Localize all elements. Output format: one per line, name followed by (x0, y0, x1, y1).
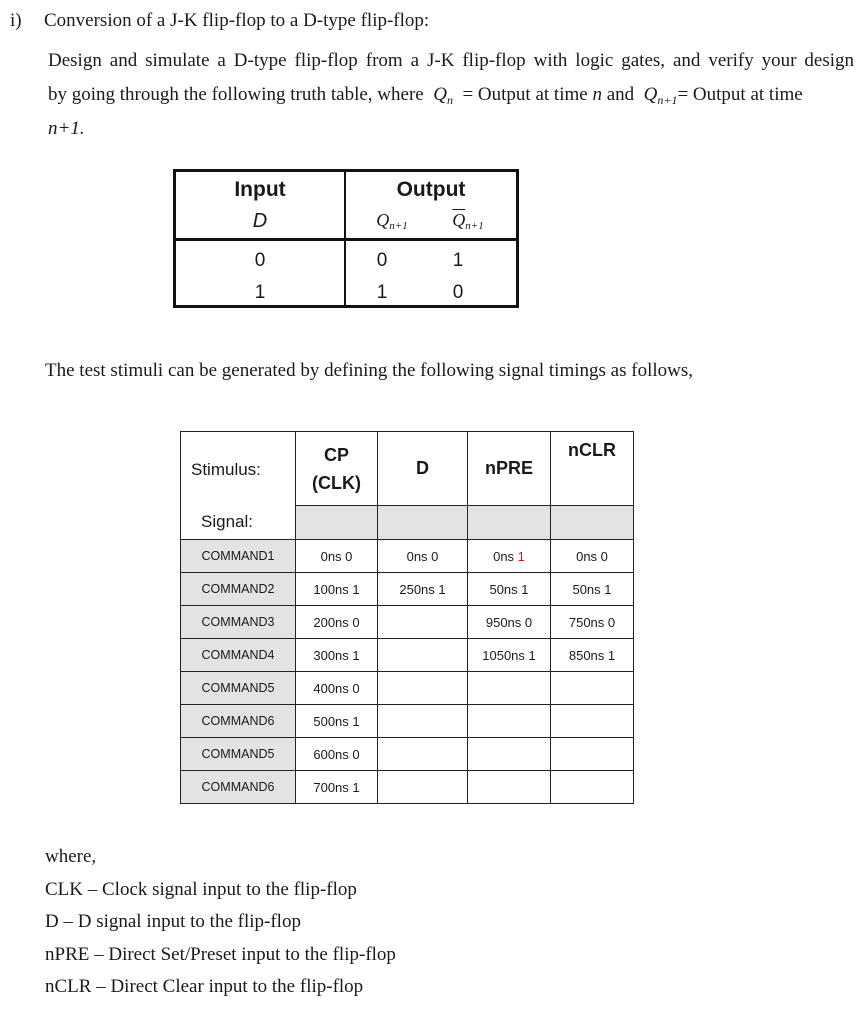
signal-cell (551, 506, 634, 540)
npre-highlight-value: 1 (517, 548, 525, 564)
npre-cell (468, 672, 551, 705)
cp-cell: 300ns 1 (296, 639, 378, 672)
cp-cell: 400ns 0 (296, 672, 378, 705)
signal-row (181, 506, 634, 540)
signal-cell (468, 506, 551, 540)
npre-cell (468, 738, 551, 771)
nclr-cell (551, 672, 634, 705)
command-label: COMMAND6 (181, 771, 296, 804)
truth-table-row2-qbar: 0 (452, 282, 464, 303)
nclr-cell (551, 738, 634, 771)
stimulus-label-cell: Stimulus: (181, 432, 296, 506)
d-cell (378, 606, 468, 639)
d-cell: 250ns 1 (378, 573, 468, 606)
signal-cell (296, 506, 378, 540)
truth-table-q-header: $Q_{n+1}$ (376, 210, 408, 232)
intro-line-3: n+1. (48, 118, 85, 139)
intro-line-2 (48, 78, 854, 112)
intro-text-a: by going through the following truth table, where (48, 84, 424, 105)
intro-paragraph (48, 44, 854, 146)
nclr-cell (551, 771, 634, 804)
command-label: COMMAND2 (181, 573, 296, 606)
cp-cell: 100ns 1 (296, 573, 378, 606)
nclr-cell: 0ns 0 (551, 540, 634, 573)
npre-cell: 0ns 1 (468, 540, 551, 573)
truth-table-row2-q: 1 (376, 282, 388, 303)
intro-text-c: and (606, 84, 635, 105)
intro-line-1: Design and simulate a D-type flip-flop from a J-K flip-flop with logic gates, and verify your design (48, 50, 854, 71)
signal-label: Signal: (181, 506, 296, 540)
d-cell: 0ns 0 (378, 540, 468, 573)
qn1-symbol: $Q_{n+1}$ (643, 84, 678, 107)
d-cell (378, 705, 468, 738)
n-symbol: n (592, 84, 602, 105)
npre-cell (468, 705, 551, 738)
cp-cell: 0ns 0 (296, 540, 378, 573)
command-label: COMMAND4 (181, 639, 296, 672)
where-item-d: D – D signal input to the flip-flop (45, 911, 301, 932)
d-cell (378, 639, 468, 672)
truth-table-input-header: Input (234, 178, 286, 201)
truth-table-qbar-header: $\overline{Q}_{n+1}$ (452, 210, 484, 232)
truth-table-row1-qbar: 1 (452, 250, 464, 271)
command-label: COMMAND6 (181, 705, 296, 738)
npre-cell: 50ns 1 (468, 573, 551, 606)
where-section (45, 841, 396, 1004)
nclr-header: nCLR (551, 432, 634, 506)
table-row (181, 639, 634, 672)
command-label: COMMAND3 (181, 606, 296, 639)
cp-cell: 600ns 0 (296, 738, 378, 771)
cp-cell: 500ns 1 (296, 705, 378, 738)
truth-table (173, 169, 519, 308)
question-heading (10, 9, 429, 33)
d-cell (378, 672, 468, 705)
truth-table-row2-d: 1 (254, 282, 266, 303)
where-item-npre: nPRE – Direct Set/Preset input to the flip-flop (45, 943, 396, 965)
intro-text-d: = Output at time (677, 84, 803, 105)
question-title: Conversion of a J-K flip-flop to a D-type flip-flop: (44, 10, 430, 31)
table-row (181, 672, 634, 705)
npre-cell (468, 771, 551, 804)
intro-text-b: = Output at time (462, 84, 588, 105)
command-label: COMMAND5 (181, 672, 296, 705)
stimulus-table (180, 431, 634, 804)
cp-cell: 700ns 1 (296, 771, 378, 804)
truth-table-row1-d: 0 (254, 250, 266, 271)
npre-cell: 1050ns 1 (468, 639, 551, 672)
question-number: i) (10, 10, 22, 31)
table-row (181, 606, 634, 639)
table-row (181, 738, 634, 771)
nclr-cell: 850ns 1 (551, 639, 634, 672)
truth-table-input-var: D (252, 210, 268, 232)
cp-cell: 200ns 0 (296, 606, 378, 639)
qn-symbol: $Q_n$ (433, 84, 453, 107)
d-header: D (378, 432, 468, 506)
nclr-cell: 50ns 1 (551, 573, 634, 606)
where-title: where, (45, 846, 97, 867)
truth-table-row1-q: 0 (376, 250, 388, 271)
npre-cell: 950ns 0 (468, 606, 551, 639)
nclr-cell (551, 705, 634, 738)
nclr-cell: 750ns 0 (551, 606, 634, 639)
table-row (181, 771, 634, 804)
d-cell (378, 738, 468, 771)
table-row (181, 573, 634, 606)
truth-table-output-header: Output (396, 178, 466, 201)
d-cell (378, 771, 468, 804)
table-row (181, 540, 634, 573)
cp-header: CP (CLK) (296, 432, 378, 506)
stimulus-header-row (181, 432, 634, 506)
where-item-clk: CLK – Clock signal input to the flip-flop (45, 878, 357, 900)
command-label: COMMAND1 (181, 540, 296, 573)
truth-table-divider-horizontal (176, 238, 516, 241)
where-item-nclr: nCLR – Direct Clear input to the flip-flop (45, 976, 364, 997)
table-row (181, 705, 634, 738)
signal-cell (378, 506, 468, 540)
command-label: COMMAND5 (181, 738, 296, 771)
stimuli-intro: The test stimuli can be generated by defining the following signal timings as follows, (45, 360, 693, 381)
npre-header: nPRE (468, 432, 551, 506)
